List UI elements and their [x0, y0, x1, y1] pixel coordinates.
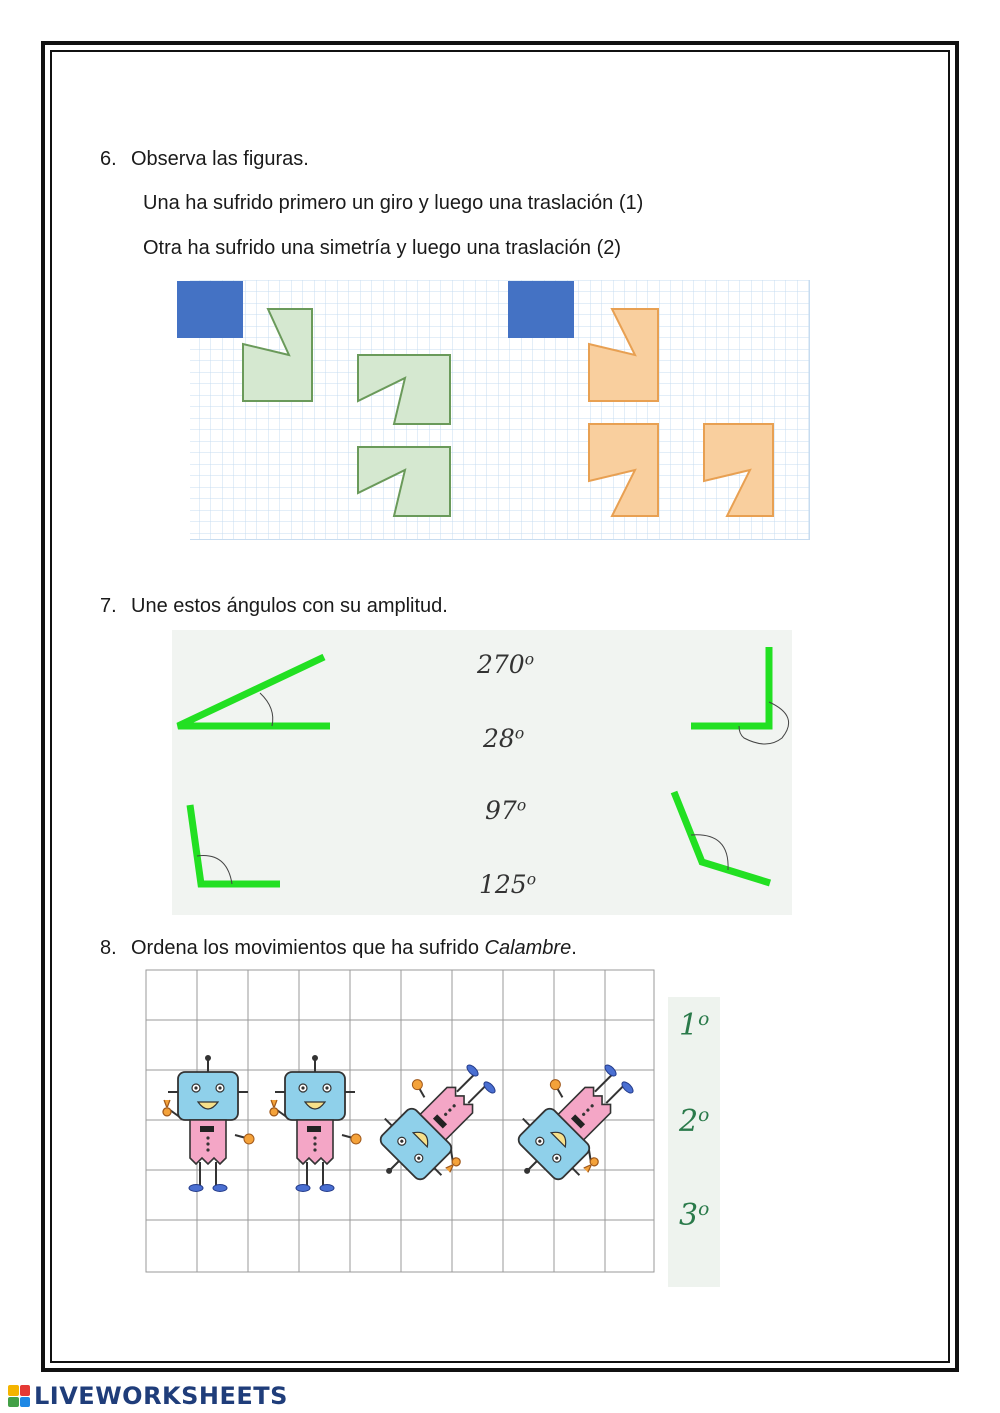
- amplitude-label-4: 125$^o$: [479, 870, 537, 899]
- q6-grid-figure: [176, 280, 812, 542]
- robot-position-3: [354, 1044, 515, 1205]
- order-label-2: 2$^o$: [679, 1104, 710, 1139]
- q6-line2: Otra ha sufrido una simetría y luego una traslación (2): [143, 237, 622, 259]
- footer-brand-text: LIVEWORKSHEETS: [34, 1382, 288, 1410]
- amplitude-label-3: 97$^o$: [485, 796, 527, 825]
- angle-obtuse: [674, 792, 770, 883]
- amplitude-label-1: 270$^o$: [477, 650, 535, 679]
- amplitude-label-2: 28$^o$: [483, 724, 525, 753]
- liveworksheets-logo-icon: [8, 1385, 30, 1407]
- original-square-2: [508, 281, 574, 338]
- order-label-1: 1$^o$: [679, 1008, 710, 1043]
- q8-title: Ordena los movimientos que ha sufrido Calambre.: [131, 937, 577, 959]
- angle-right: [190, 805, 280, 884]
- original-square-1: [177, 281, 243, 338]
- q8-robot-grid: [140, 962, 665, 1280]
- q8-number: 8.: [100, 937, 117, 959]
- q7-number: 7.: [100, 595, 117, 617]
- q6-title: Observa las figuras.: [131, 148, 309, 170]
- footer-brand: [8, 1383, 288, 1409]
- angle-reflex: [691, 647, 789, 744]
- q6-line1: Una ha sufrido primero un giro y luego una traslación (1): [143, 192, 644, 214]
- q7-title: Une estos ángulos con su amplitud.: [131, 595, 448, 617]
- robot-position-1: [163, 1055, 254, 1192]
- q6-number: 6.: [100, 148, 117, 170]
- angle-acute: [178, 657, 330, 726]
- order-label-3: 3$^o$: [679, 1198, 710, 1233]
- robot-position-4: [492, 1044, 653, 1205]
- robot-position-2: [270, 1055, 361, 1192]
- robot-name: Calambre: [484, 937, 572, 959]
